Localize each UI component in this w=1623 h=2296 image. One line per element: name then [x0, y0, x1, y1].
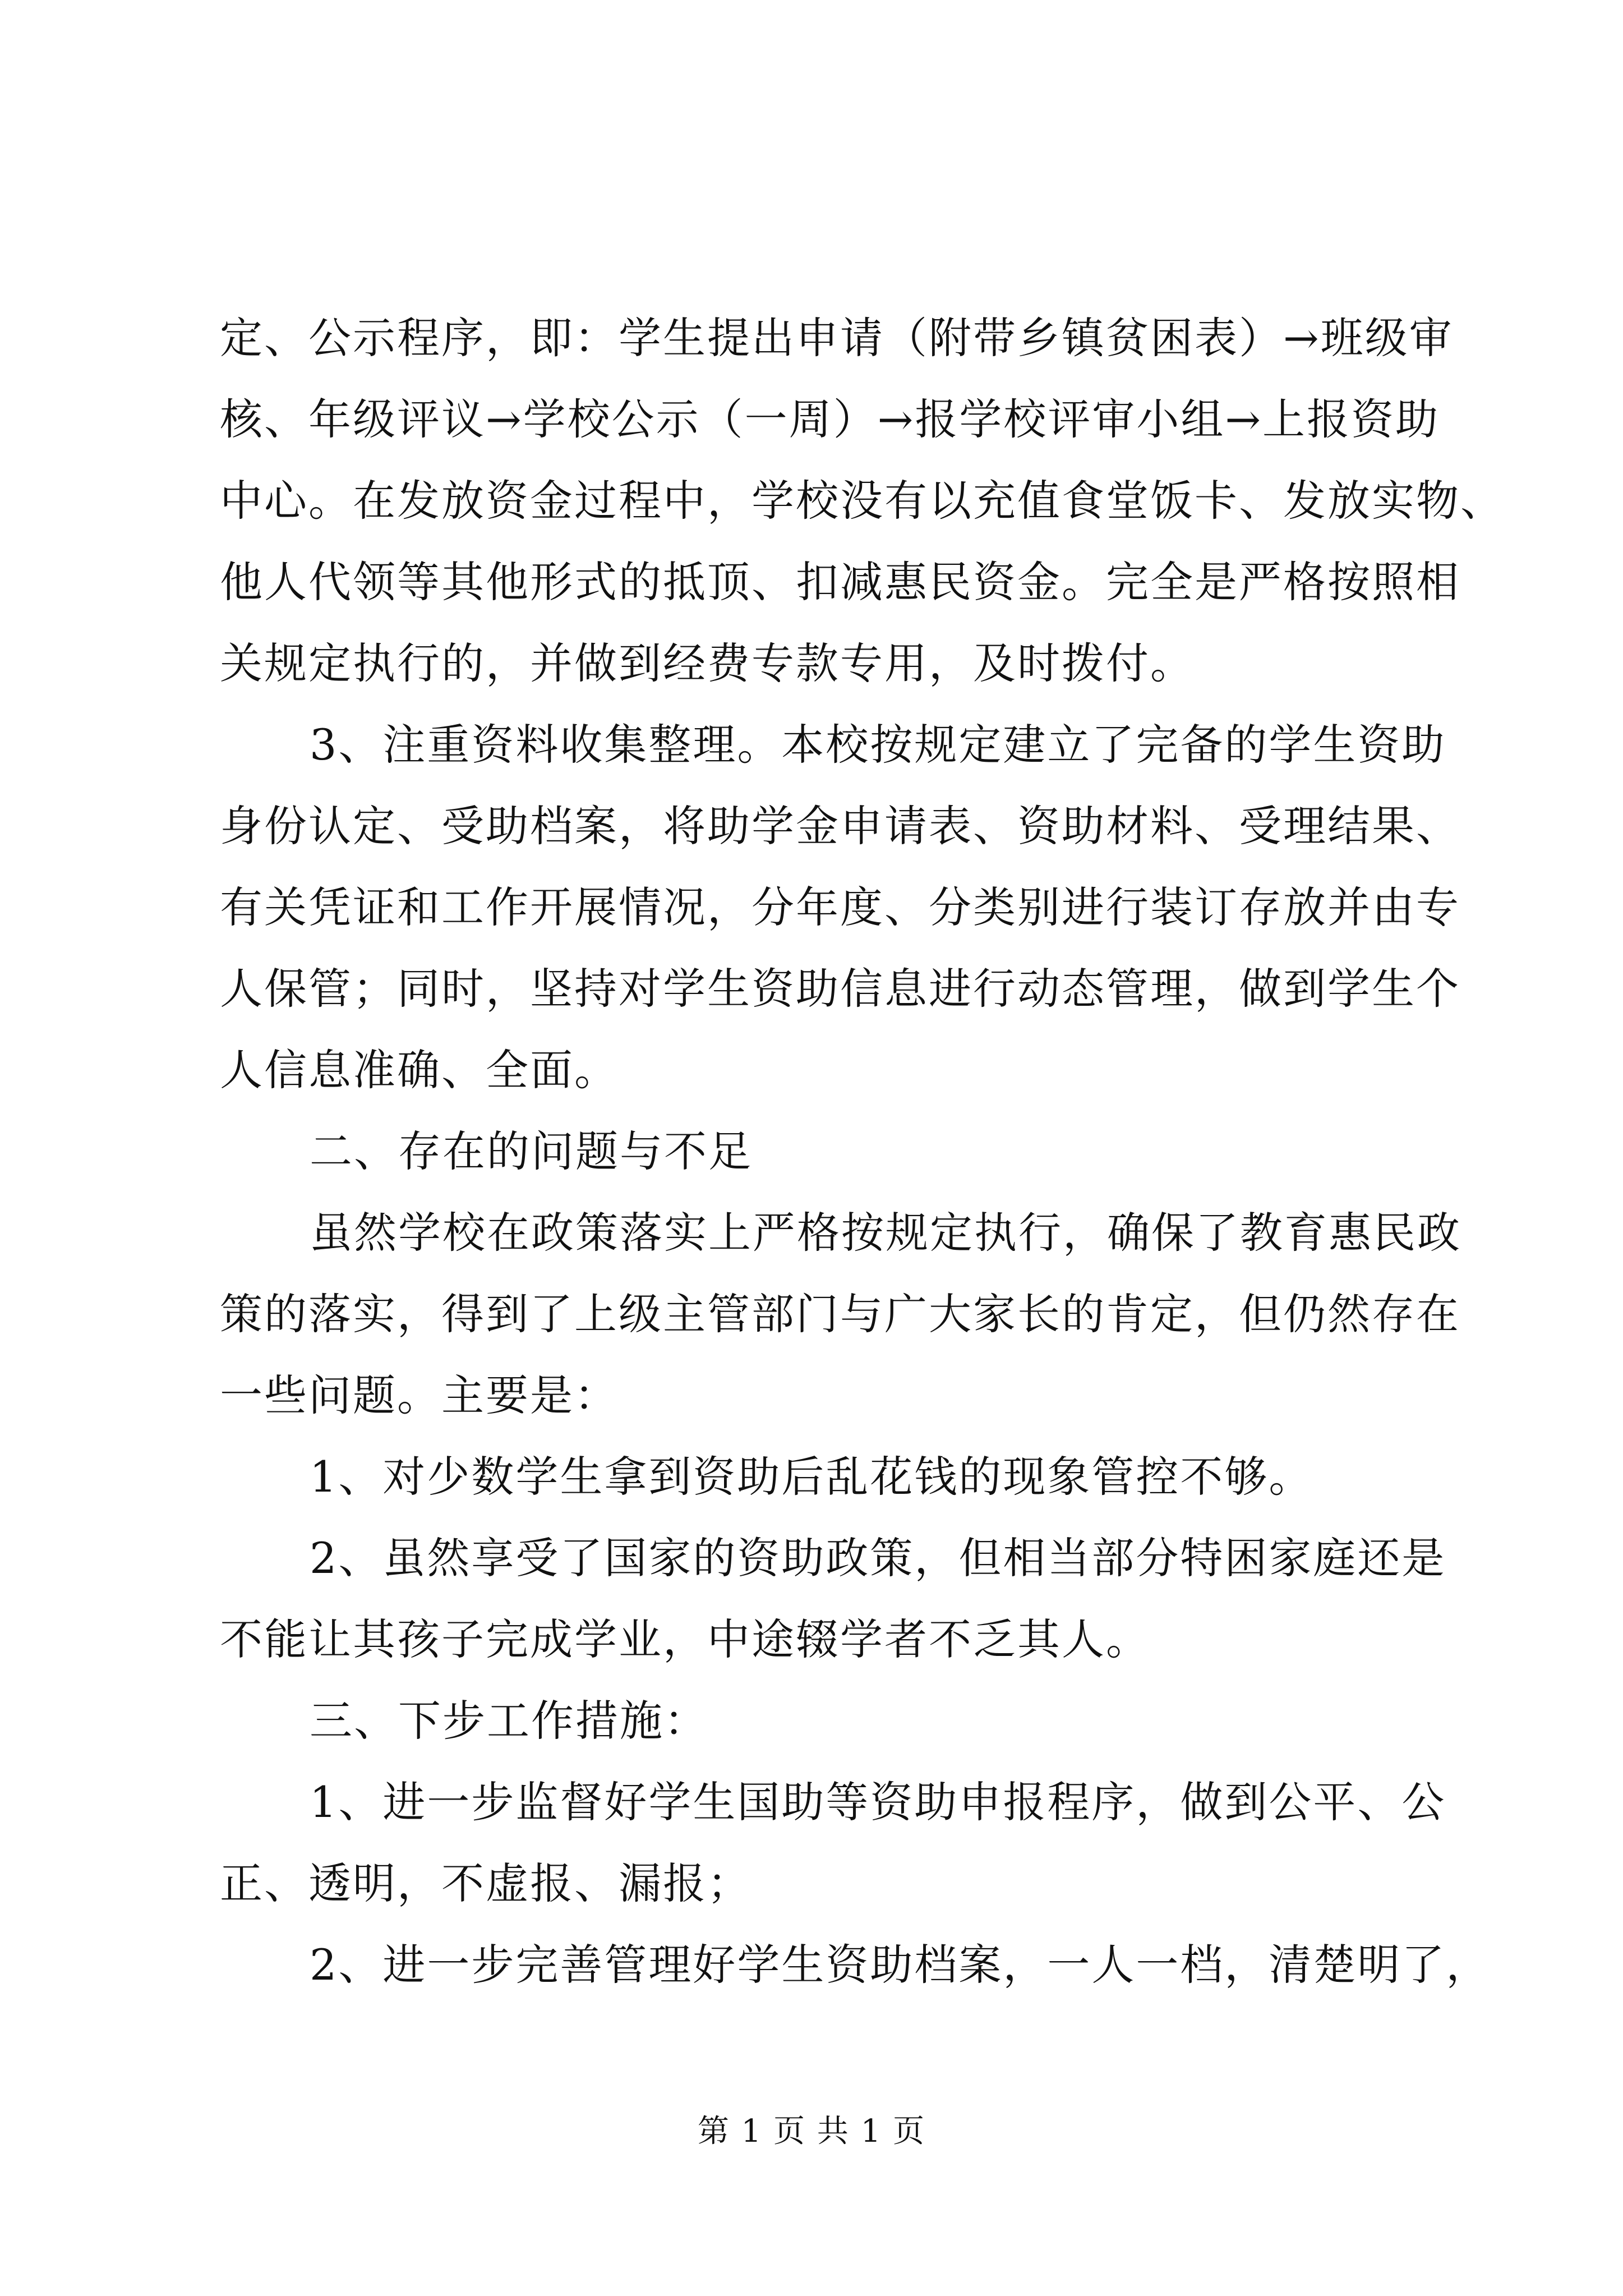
- text-line: 一些问题。主要是：: [220, 1370, 619, 1420]
- text-line: 他人代领等其他形式的抵顶、扣减惠民资金。完全是严格按照相: [220, 557, 1460, 607]
- text-line: 不能让其孩子完成学业，中途辍学者不乏其人。: [220, 1614, 1150, 1664]
- text-line-continuation: 定、公示程序，即：学生提出申请（附带乡镇贫困表）→班级审: [220, 313, 1454, 363]
- text-line: 中心。在发放资金过程中，学校没有以充值食堂饭卡、发放实物、: [220, 476, 1505, 526]
- text-line: 身份认定、受助档案，将助学金申请表、资助材料、受理结果、: [220, 801, 1460, 851]
- problem-item-2-start: 2、虽然享受了国家的资助政策，但相当部分特困家庭还是: [310, 1533, 1446, 1583]
- measure-item-1-start: 1、进一步监督好学生国助等资助申报程序，做到公平、公: [310, 1777, 1446, 1827]
- paragraph-problems-start: 虽然学校在政策落实上严格按规定执行，确保了教育惠民政: [310, 1208, 1461, 1258]
- section-heading-problems: 二、存在的问题与不足: [310, 1126, 753, 1176]
- section-heading-next-steps: 三、下步工作措施：: [310, 1696, 708, 1746]
- text-line: 有关凭证和工作开展情况，分年度、分类别进行装订存放并由专: [220, 882, 1460, 932]
- measure-item-2-start: 2、进一步完善管理好学生资助档案，一人一档，清楚明了，: [310, 1940, 1491, 1990]
- text-line: 人信息准确、全面。: [220, 1045, 619, 1095]
- text-line: 关规定执行的，并做到经费专款专用，及时拨付。: [220, 638, 1195, 688]
- page-footer: 第 1 页 共 1 页: [697, 2113, 926, 2150]
- text-line: 核、年级评议→学校公示（一周）→报学校评审小组→上报资助: [220, 394, 1440, 444]
- paragraph-item-3-start: 3、注重资料收集整理。本校按规定建立了完备的学生资助: [310, 720, 1446, 770]
- text-line: 人保管；同时，坚持对学生资助信息进行动态管理，做到学生个: [220, 964, 1460, 1014]
- problem-item-1: 1、对少数学生拿到资助后乱花钱的现象管控不够。: [310, 1452, 1313, 1502]
- text-line: 正、透明，不虚报、漏报；: [220, 1858, 751, 1908]
- text-line: 策的落实，得到了上级主管部门与广大家长的肯定，但仍然存在: [220, 1289, 1460, 1339]
- document-body: [220, 297, 1505, 2005]
